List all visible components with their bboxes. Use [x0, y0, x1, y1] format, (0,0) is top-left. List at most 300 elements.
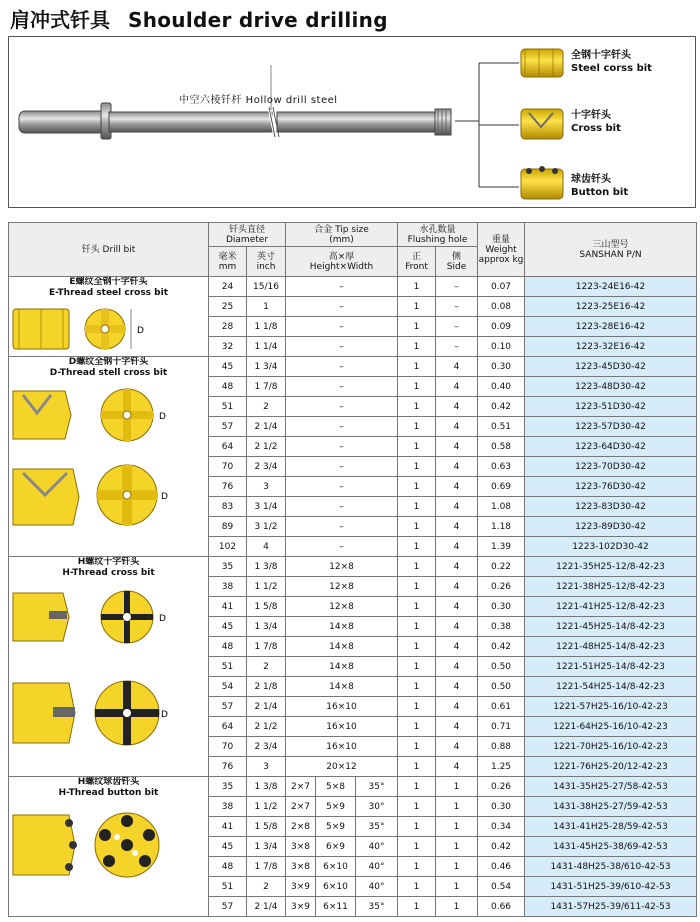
table-cell: –: [436, 317, 478, 337]
table-cell: 1 3/4: [247, 617, 286, 637]
drill-bit-table: [8, 222, 697, 917]
table-cell: 5×9: [316, 797, 356, 817]
table-cell: –: [286, 537, 398, 557]
tip-size-cn: 合金 Tip size: [314, 224, 369, 235]
table-cell: 57: [209, 697, 247, 717]
tip-size-header: [286, 223, 398, 247]
legend-cross-bit: [571, 109, 621, 135]
flush-en: Flushing hole: [407, 234, 468, 245]
table-cell: 45: [209, 617, 247, 637]
table-cell: 1: [436, 857, 478, 877]
table-cell: 4: [436, 437, 478, 457]
side-en: Side: [446, 261, 467, 272]
table-cell: 1223-89D30-42: [525, 517, 697, 537]
pn-en: SANSHAN P/N: [579, 249, 642, 260]
table-cell: 1 1/2: [247, 797, 286, 817]
table-cell: 1: [398, 697, 436, 717]
table-cell: 1221-57H25-16/10-42-23: [525, 697, 697, 717]
table-cell: 0.08: [478, 297, 525, 317]
section-title-cn: H螺纹球齿钎头: [77, 777, 140, 787]
h-thread-cross-bit-drawing: [9, 583, 169, 753]
table-cell: 6×11: [316, 897, 356, 917]
table-cell: 30°: [356, 797, 398, 817]
table-cell: –: [436, 337, 478, 357]
table-cell: 0.54: [478, 877, 525, 897]
table-cell: 0.30: [478, 797, 525, 817]
table-cell: 32: [209, 337, 247, 357]
table-cell: 1: [398, 737, 436, 757]
table-cell: 4: [436, 597, 478, 617]
table-cell: 1: [436, 877, 478, 897]
hollow-drill-steel-label: 中空六棱钎杆 Hollow drill steel: [179, 95, 338, 106]
table-cell: 1431-41H25-28/59-42-53: [525, 817, 697, 837]
flushing-hole-header: [398, 223, 478, 247]
table-cell: 102: [209, 537, 247, 557]
table-cell: 2 1/4: [247, 697, 286, 717]
table-cell: 64: [209, 717, 247, 737]
table-cell: 35°: [356, 897, 398, 917]
table-cell: 4: [436, 677, 478, 697]
table-cell: 1 3/4: [247, 357, 286, 377]
table-cell: 3: [247, 477, 286, 497]
table-cell: –: [286, 417, 398, 437]
table-cell: 1: [398, 417, 436, 437]
pn-header: [525, 223, 697, 277]
section-title-en: D-Thread stell cross bit: [49, 368, 168, 378]
table-cell: 0.50: [478, 657, 525, 677]
table-cell: –: [286, 297, 398, 317]
side-cn: 侧: [452, 251, 462, 262]
table-cell: 1 3/4: [247, 837, 286, 857]
table-cell: 1 7/8: [247, 857, 286, 877]
table-cell: 1: [436, 777, 478, 797]
table-cell: 4: [436, 417, 478, 437]
table-cell: 0.10: [478, 337, 525, 357]
drill-bit-table-body: [9, 277, 697, 917]
table-cell: 1: [398, 777, 436, 797]
table-cell: 1: [398, 457, 436, 477]
table-cell: 1 1/8: [247, 317, 286, 337]
table-cell: 70: [209, 457, 247, 477]
table-cell: 1: [398, 557, 436, 577]
table-cell: 2×7: [286, 777, 316, 797]
table-cell: 76: [209, 477, 247, 497]
table-cell: 1 3/8: [247, 557, 286, 577]
table-cell: 16×10: [286, 717, 398, 737]
table-cell: 1221-48H25-14/8-42-23: [525, 637, 697, 657]
table-cell: 0.61: [478, 697, 525, 717]
table-cell: 1431-35H25-27/58-42-53: [525, 777, 697, 797]
table-cell: 2 3/4: [247, 457, 286, 477]
table-cell: 1: [436, 797, 478, 817]
table-cell: –: [286, 517, 398, 537]
table-cell: 1221-51H25-14/8-42-23: [525, 657, 697, 677]
table-cell: –: [286, 437, 398, 457]
table-cell: 1221-54H25-14/8-42-23: [525, 677, 697, 697]
table-cell: 3×9: [286, 877, 316, 897]
table-cell: 0.50: [478, 677, 525, 697]
front-header: [398, 247, 436, 277]
table-cell: 14×8: [286, 677, 398, 697]
table-cell: 2 1/8: [247, 677, 286, 697]
table-cell: 4: [436, 357, 478, 377]
table-cell: 1223-45D30-42: [525, 357, 697, 377]
table-cell: 1: [398, 337, 436, 357]
table-cell: 4: [436, 697, 478, 717]
table-cell: 6×10: [316, 877, 356, 897]
diameter-en: Diameter: [225, 234, 269, 245]
table-cell: 1223-28E16-42: [525, 317, 697, 337]
table-cell: 1431-51H25-39/610-42-53: [525, 877, 697, 897]
e-dim-label: D: [137, 326, 144, 336]
height-width-header: [286, 247, 398, 277]
table-cell: 1221-35H25-12/8-42-23: [525, 557, 697, 577]
table-cell: 40°: [356, 877, 398, 897]
table-cell: 1.08: [478, 497, 525, 517]
table-cell: 4: [436, 497, 478, 517]
table-cell: 1.25: [478, 757, 525, 777]
inch-en: inch: [256, 261, 276, 272]
table-cell: 1: [436, 837, 478, 857]
table-cell: 1: [398, 357, 436, 377]
table-cell: 4: [436, 537, 478, 557]
table-cell: 1221-41H25-12/8-42-23: [525, 597, 697, 617]
table-cell: 14×8: [286, 657, 398, 677]
weight-en: Weight: [485, 244, 517, 255]
table-cell: 1: [398, 537, 436, 557]
table-cell: 57: [209, 897, 247, 917]
table-cell: 45: [209, 357, 247, 377]
table-cell: 2: [247, 877, 286, 897]
table-cell: 4: [436, 717, 478, 737]
hw-en: Height×Width: [309, 261, 374, 272]
table-cell: 0.30: [478, 597, 525, 617]
table-cell: 4: [436, 457, 478, 477]
section-illustration: [9, 803, 208, 893]
section-illustration: [9, 303, 208, 355]
section-title-en: E-Thread steel cross bit: [48, 288, 169, 298]
table-row: [9, 777, 697, 797]
table-cell: 12×8: [286, 577, 398, 597]
table-cell: 14×8: [286, 637, 398, 657]
table-cell: 38: [209, 797, 247, 817]
table-cell: 35: [209, 777, 247, 797]
table-cell: 1: [398, 857, 436, 877]
table-cell: 1223-70D30-42: [525, 457, 697, 477]
table-cell: 70: [209, 737, 247, 757]
table-cell: 20×12: [286, 757, 398, 777]
table-cell: –: [286, 377, 398, 397]
table-cell: 1431-45H25-38/69-42-53: [525, 837, 697, 857]
table-cell: 35°: [356, 777, 398, 797]
table-cell: 1223-102D30-42: [525, 537, 697, 557]
table-cell: 2 1/2: [247, 437, 286, 457]
table-cell: 1223-51D30-42: [525, 397, 697, 417]
table-cell: 48: [209, 857, 247, 877]
weight-header: [478, 223, 525, 277]
table-cell: 1: [398, 837, 436, 857]
section-illustration: [9, 383, 208, 533]
table-cell: 1: [398, 517, 436, 537]
table-cell: 16×10: [286, 737, 398, 757]
table-cell: 1: [398, 797, 436, 817]
table-cell: –: [286, 477, 398, 497]
table-cell: 1221-45H25-14/8-42-23: [525, 617, 697, 637]
table-row: [9, 357, 697, 377]
table-cell: 1431-38H25-27/59-42-53: [525, 797, 697, 817]
legend-steel-cross-bit-cn: 全钢十字钎头: [571, 50, 631, 61]
section-title-cn: E螺纹全钢十字钎头: [69, 277, 148, 287]
table-cell: 2×8: [286, 817, 316, 837]
table-cell: –: [286, 337, 398, 357]
table-cell: 1: [398, 897, 436, 917]
table-cell: 1221-38H25-12/8-42-23: [525, 577, 697, 597]
inch-cn: 英寸: [256, 251, 275, 262]
table-cell: 15/16: [247, 277, 286, 297]
table-cell: 2 1/4: [247, 417, 286, 437]
table-cell: 0.40: [478, 377, 525, 397]
d-dim-label-1: D: [159, 412, 166, 422]
table-cell: 1223-57D30-42: [525, 417, 697, 437]
legend-button-bit: [571, 173, 628, 199]
table-cell: 1: [398, 397, 436, 417]
front-cn: 正: [412, 251, 422, 262]
h-thread-button-bit-drawing: [9, 803, 169, 893]
section-title-cn: D螺纹全钢十字钎头: [68, 357, 149, 367]
table-cell: 1223-64D30-42: [525, 437, 697, 457]
table-cell: 4: [436, 657, 478, 677]
section-cell: [9, 357, 209, 557]
table-cell: 0.42: [478, 837, 525, 857]
inch-header: [247, 247, 286, 277]
weight-unit: approx kg: [478, 254, 524, 265]
d-thread-cross-bit-drawing: [9, 383, 169, 533]
table-cell: 1223-32E16-42: [525, 337, 697, 357]
table-cell: 6×10: [316, 857, 356, 877]
table-cell: 1221-64H25-16/10-42-23: [525, 717, 697, 737]
table-cell: –: [286, 357, 398, 377]
table-cell: 1: [398, 477, 436, 497]
legend-cross-bit-cn: 十字钎头: [571, 110, 611, 121]
table-cell: 2: [247, 657, 286, 677]
table-cell: –: [436, 297, 478, 317]
table-cell: 1 5/8: [247, 817, 286, 837]
table-cell: 12×8: [286, 597, 398, 617]
table-cell: 1: [398, 817, 436, 837]
table-cell: 40°: [356, 857, 398, 877]
table-cell: 1 5/8: [247, 597, 286, 617]
pn-cn: 三山型号: [592, 239, 629, 250]
table-cell: 76: [209, 757, 247, 777]
table-cell: 38: [209, 577, 247, 597]
table-cell: 4: [436, 377, 478, 397]
table-cell: 16×10: [286, 697, 398, 717]
table-cell: 41: [209, 597, 247, 617]
tip-size-unit: (mm): [329, 234, 354, 245]
page-title-en: Shoulder drive drilling: [128, 8, 388, 32]
front-en: Front: [405, 261, 428, 272]
legend-steel-cross-bit: [571, 49, 652, 75]
table-cell: –: [436, 277, 478, 297]
table-cell: 1 1/2: [247, 577, 286, 597]
table-cell: 24: [209, 277, 247, 297]
table-cell: 1: [398, 677, 436, 697]
table-cell: 0.30: [478, 357, 525, 377]
table-cell: 1: [398, 877, 436, 897]
table-cell: 1223-48D30-42: [525, 377, 697, 397]
table-cell: 3: [247, 757, 286, 777]
table-cell: 1223-83D30-42: [525, 497, 697, 517]
table-cell: 40°: [356, 837, 398, 857]
table-cell: 1 7/8: [247, 637, 286, 657]
d-dim-label-2: D: [161, 492, 168, 502]
table-cell: 1: [398, 757, 436, 777]
table-cell: 0.69: [478, 477, 525, 497]
table-cell: 35°: [356, 817, 398, 837]
diameter-header: [209, 223, 286, 247]
mm-cn: 毫米: [218, 251, 237, 262]
diameter-cn: 钎头直径: [228, 224, 265, 235]
table-cell: 41: [209, 817, 247, 837]
table-cell: 0.34: [478, 817, 525, 837]
table-cell: 28: [209, 317, 247, 337]
side-header: [436, 247, 478, 277]
table-cell: 1: [398, 597, 436, 617]
section-title-cn: H螺纹十字钎头: [77, 557, 140, 567]
table-cell: 3×8: [286, 837, 316, 857]
table-cell: 51: [209, 657, 247, 677]
table-cell: 0.07: [478, 277, 525, 297]
table-cell: 3 1/4: [247, 497, 286, 517]
section-illustration: [9, 583, 208, 753]
table-cell: 1 1/4: [247, 337, 286, 357]
section-title: 钎头 Drill bit: [9, 223, 209, 277]
table-cell: 14×8: [286, 617, 398, 637]
legend-cross-bit-en: Cross bit: [571, 123, 621, 134]
legend-button-bit-en: Button bit: [571, 187, 629, 198]
table-cell: 1: [398, 657, 436, 677]
table-cell: 48: [209, 377, 247, 397]
e-thread-cross-bit-drawing: [9, 303, 169, 355]
table-cell: 4: [436, 737, 478, 757]
table-cell: 1223-76D30-42: [525, 477, 697, 497]
table-cell: 0.58: [478, 437, 525, 457]
h-dim-label-1: D: [159, 614, 166, 624]
table-cell: 2 3/4: [247, 737, 286, 757]
table-cell: 48: [209, 637, 247, 657]
section-title-en: H-Thread cross bit: [62, 568, 155, 578]
table-cell: 0.26: [478, 577, 525, 597]
table-cell: 1221-76H25-20/12-42-23: [525, 757, 697, 777]
table-cell: 45: [209, 837, 247, 857]
weight-cn: 重量: [492, 234, 511, 245]
table-cell: 25: [209, 297, 247, 317]
table-cell: 1 7/8: [247, 377, 286, 397]
table-cell: 4: [436, 517, 478, 537]
table-cell: 6×9: [316, 837, 356, 857]
table-row: [9, 277, 697, 297]
table-cell: 0.38: [478, 617, 525, 637]
hw-cn: 高×厚: [328, 251, 355, 262]
table-cell: 1: [398, 637, 436, 657]
h-dim-label-2: D: [161, 710, 168, 720]
table-cell: 1 3/8: [247, 777, 286, 797]
table-cell: 4: [247, 537, 286, 557]
table-cell: 1: [398, 617, 436, 637]
table-cell: 1: [398, 437, 436, 457]
table-cell: 1: [398, 297, 436, 317]
table-cell: 0.22: [478, 557, 525, 577]
mm-en: mm: [218, 261, 237, 272]
table-cell: 51: [209, 877, 247, 897]
page-title-cn: 肩冲式钎具: [10, 8, 110, 32]
table-cell: 0.42: [478, 397, 525, 417]
table-cell: 4: [436, 577, 478, 597]
mm-header: [209, 247, 247, 277]
table-cell: 0.51: [478, 417, 525, 437]
table-cell: 83: [209, 497, 247, 517]
table-cell: 4: [436, 637, 478, 657]
table-cell: –: [286, 277, 398, 297]
table-cell: 1431-48H25-38/610-42-53: [525, 857, 697, 877]
table-row: [9, 557, 697, 577]
table-cell: 2 1/2: [247, 717, 286, 737]
table-cell: 3 1/2: [247, 517, 286, 537]
table-cell: 1: [436, 817, 478, 837]
table-cell: –: [286, 457, 398, 477]
table-cell: 0.46: [478, 857, 525, 877]
table-cell: 3×9: [286, 897, 316, 917]
table-cell: 1: [398, 317, 436, 337]
table-cell: 1431-57H25-39/611-42-53: [525, 897, 697, 917]
flush-cn: 水孔数量: [419, 224, 456, 235]
table-cell: 1: [398, 717, 436, 737]
legend-steel-cross-bit-en: Steel corss bit: [571, 63, 652, 74]
table-cell: 1223-24E16-42: [525, 277, 697, 297]
table-cell: 2×7: [286, 797, 316, 817]
table-cell: 1: [398, 497, 436, 517]
legend-button-bit-cn: 球齿钎头: [571, 174, 611, 185]
table-cell: 0.88: [478, 737, 525, 757]
table-cell: 1: [436, 897, 478, 917]
table-cell: 3×8: [286, 857, 316, 877]
table-cell: 57: [209, 417, 247, 437]
table-cell: 1.39: [478, 537, 525, 557]
table-cell: 1: [247, 297, 286, 317]
table-cell: –: [286, 397, 398, 417]
table-cell: 0.66: [478, 897, 525, 917]
table-cell: 54: [209, 677, 247, 697]
table-cell: 0.26: [478, 777, 525, 797]
section-cell: [9, 277, 209, 357]
table-cell: –: [286, 497, 398, 517]
table-cell: 89: [209, 517, 247, 537]
table-cell: 5×8: [316, 777, 356, 797]
page-header: [10, 4, 388, 32]
table-cell: 64: [209, 437, 247, 457]
section-title-en: H-Thread button bit: [58, 788, 159, 798]
table-cell: 0.71: [478, 717, 525, 737]
table-cell: –: [286, 317, 398, 337]
table-cell: 1: [398, 277, 436, 297]
table-cell: 51: [209, 397, 247, 417]
table-cell: 12×8: [286, 557, 398, 577]
table-cell: 1.18: [478, 517, 525, 537]
section-cell: [9, 557, 209, 777]
table-cell: 4: [436, 557, 478, 577]
table-cell: 4: [436, 397, 478, 417]
table-cell: 4: [436, 617, 478, 637]
